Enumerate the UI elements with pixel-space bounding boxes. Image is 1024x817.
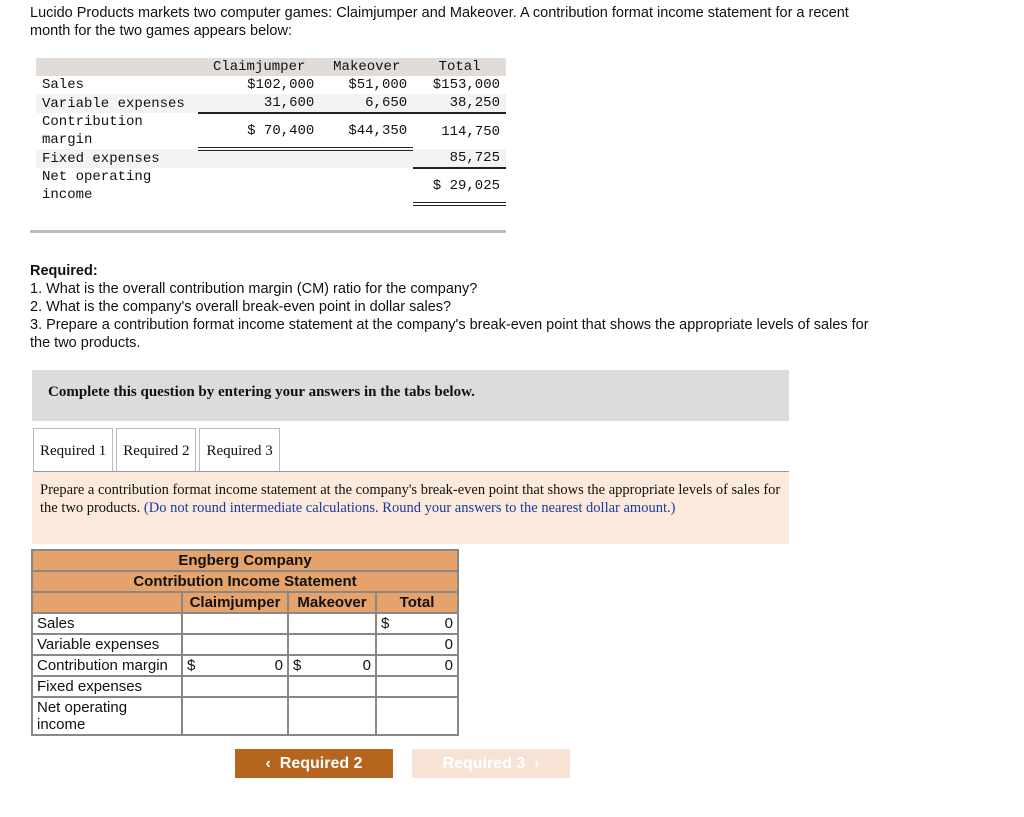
cell: 38,250 [413,94,506,113]
cell: 6,650 [320,94,413,113]
cell: 31,600 [198,94,320,113]
cell: $102,000 [247,77,315,93]
prev-label: Required 2 [279,755,363,772]
statement-title: Contribution Income Statement [32,571,458,592]
col-header: Makeover [320,58,413,76]
cm-total: 0 [376,655,458,676]
sales-total [376,613,458,634]
problem-intro: Lucido Products markets two computer games: Claimjumper and Makeover. A contribution format income statement for a recent month for the two games appears below: [30,5,849,39]
tab-instructions [32,472,789,544]
instruction-text: Prepare a contribution format income statement at the company's break-even point that shows the appropriate levels of sales for the two products. [40,482,781,516]
required-title: Required: [30,263,98,279]
cell: $ 29,025 [413,168,506,204]
cell: 85,725 [413,149,506,168]
row-label: Fixed expenses [36,149,198,168]
cell: $51,000 [348,77,408,93]
required-item: 2. What is the company's overall break-even point in dollar sales? [30,299,452,315]
tab-bar [33,428,280,472]
value: 0 [444,615,453,632]
required-item: 1. What is the overall contribution margin (CM) ratio for the company? [30,281,478,297]
tab-required-3[interactable]: Required 3 [199,428,279,472]
cell: 114,750 [441,123,500,140]
row-label: Sales [42,77,85,93]
required-section [30,262,890,352]
cell: $ 70,400 [198,113,320,149]
company-name: Engberg Company [32,550,458,571]
col-header: Claimjumper [182,592,288,613]
answer-income-statement [31,549,459,736]
cm-claimjumper [182,655,288,676]
instruction-note: (Do not round intermediate calculations. Round your answers to the nearest dollar amount.) [143,499,676,516]
next-label: Required 3 [442,755,526,772]
row-label: Net operating income [42,169,152,203]
variable-total: 0 [376,634,458,655]
cm-makeover [288,655,376,676]
cell: $44,350 [320,113,413,149]
row-label[interactable]: Variable expenses [32,634,182,655]
dollar-sign: $ [293,657,302,674]
row-label[interactable]: Sales [32,613,182,634]
fixed-total-input[interactable] [376,676,458,697]
divider [30,230,506,233]
row-label[interactable]: Fixed expenses [32,676,182,697]
required-item: 3. Prepare a contribution format income statement at the company's break-even point that shows the appropriate levels of sales for the two products. [30,317,869,351]
sales-makeover-input[interactable] [288,613,376,634]
source-income-statement [36,58,506,206]
row-label: Variable expenses [36,94,198,113]
row-label[interactable]: Net operating income [32,697,182,735]
row-label[interactable]: Contribution margin [32,655,182,676]
col-header: Total [376,592,458,613]
instruction-banner: Complete this question by entering your answers in the tabs below. [32,370,789,421]
noi-total-input[interactable] [376,697,458,735]
prev-button[interactable]: ‹ Required 2 [235,749,393,778]
dollar-sign: $ [187,657,196,674]
value: 0 [362,657,371,674]
tab-required-1[interactable]: Required 1 [33,428,113,472]
sales-claimjumper-input[interactable] [182,613,288,634]
variable-makeover-input[interactable] [288,634,376,655]
col-header: Total [413,58,506,76]
col-header: Claimjumper [198,58,320,76]
dollar-sign: $ [381,615,390,632]
value: 0 [274,657,283,674]
tab-required-2[interactable]: Required 2 [116,428,196,472]
variable-claimjumper-input[interactable] [182,634,288,655]
row-label: Contribution margin [42,114,143,148]
col-header: Makeover [288,592,376,613]
cell: $153,000 [432,77,500,93]
next-button[interactable]: Required 3 › [412,749,570,778]
